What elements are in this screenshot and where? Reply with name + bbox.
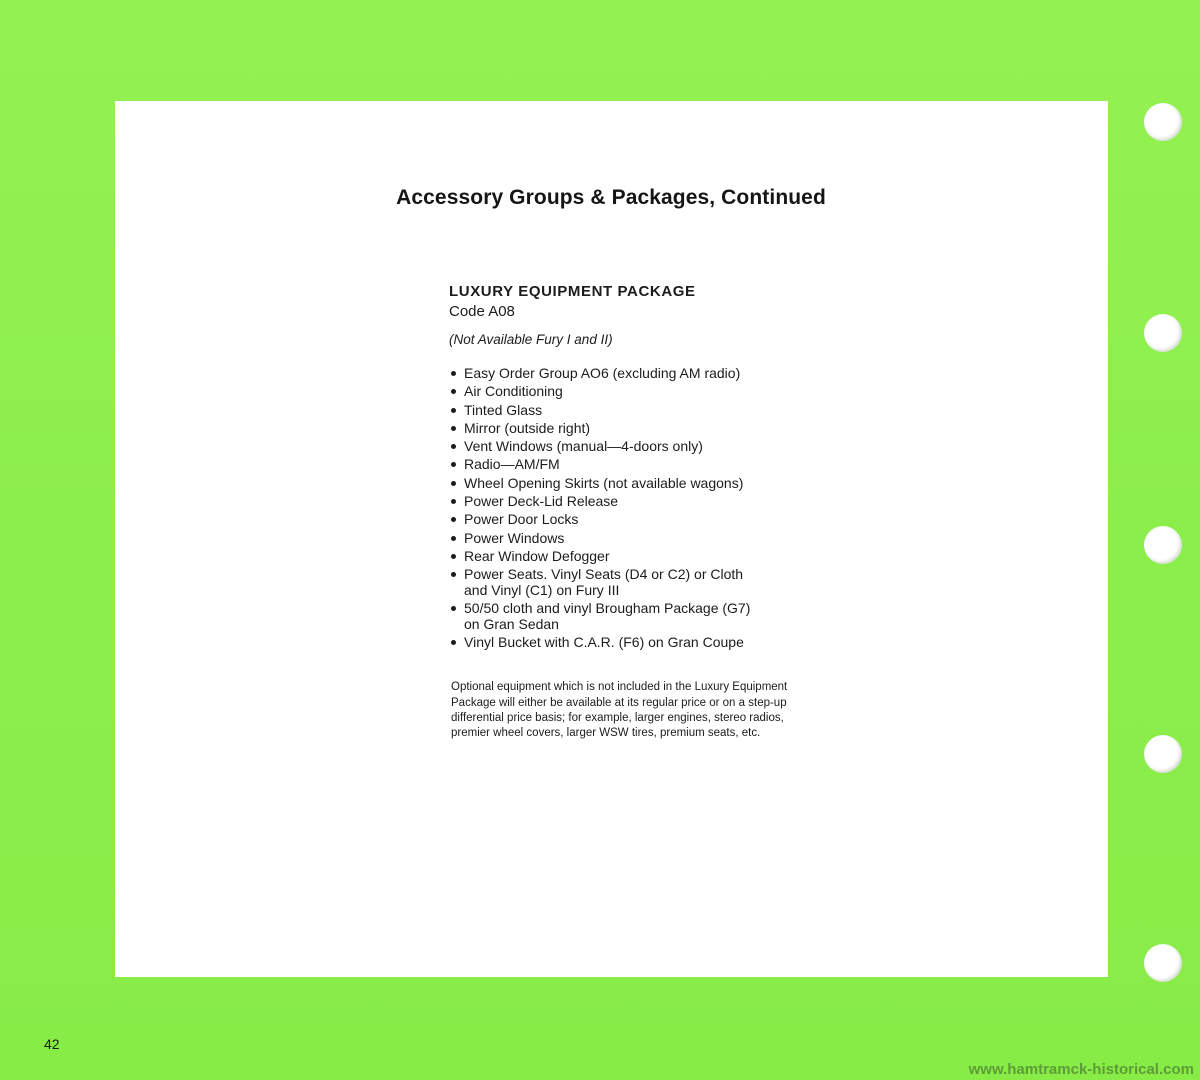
list-item	[449, 421, 829, 437]
page-heading: Accessory Groups & Packages, Continued	[396, 186, 826, 209]
list-item-text: Easy Order Group AO6 (excluding AM radio)	[464, 365, 741, 381]
list-item-text: Vinyl Bucket with C.A.R. (F6) on Gran Coupe	[464, 633, 744, 650]
list-item-text: Power Seats. Vinyl Seats (D4 or C2) or Cloth and Vinyl (C1) on Fury III	[464, 566, 744, 598]
list-item	[449, 457, 829, 473]
list-item-text: Power Door Locks	[464, 511, 579, 528]
bullet-icon	[451, 499, 456, 504]
bullet-icon	[451, 481, 456, 486]
package-section	[449, 282, 829, 742]
list-item-text: Power Windows	[464, 529, 565, 546]
bullet-icon	[451, 371, 456, 376]
package-footnote: Optional equipment which is not included in the Luxury Equipment Package will either be available at its regular price or on a step-up differential price basis; for example, larger engines, stereo radios, premier wheel covers, larger WSW tires, premium seats, etc.	[451, 681, 788, 740]
binder-hole	[1144, 735, 1182, 773]
list-item-text: Tinted Glass	[464, 401, 543, 418]
bullet-icon	[451, 517, 456, 522]
list-item-text: Mirror (outside right)	[464, 419, 591, 436]
binder-hole	[1144, 103, 1182, 141]
list-item-text: Rear Window Defogger	[464, 547, 610, 564]
list-item-text: Radio—AM/FM	[464, 456, 560, 473]
list-item	[449, 567, 829, 598]
bullet-icon	[451, 408, 456, 413]
binder-hole	[1144, 526, 1182, 564]
bullet-icon	[451, 462, 456, 467]
list-item	[449, 549, 829, 565]
bullet-icon	[451, 606, 456, 611]
list-item	[449, 384, 829, 400]
bullet-icon	[451, 572, 456, 577]
bullet-icon	[451, 536, 456, 541]
package-code: Code A08	[449, 303, 515, 320]
bullet-icon	[451, 389, 456, 394]
list-item-text: Vent Windows (manual—4-doors only)	[464, 438, 703, 455]
package-items-list	[449, 366, 829, 650]
list-item-text: Wheel Opening Skirts (not available wagons)	[464, 474, 744, 491]
source-watermark: www.hamtramck-historical.com	[968, 1061, 1194, 1078]
page-number: 42	[44, 1036, 60, 1052]
list-item	[449, 601, 829, 632]
list-item-text: 50/50 cloth and vinyl Brougham Package (G7) on Gran Sedan	[464, 600, 751, 632]
package-title: LUXURY EQUIPMENT PACKAGE	[449, 283, 696, 300]
list-item	[449, 439, 829, 455]
list-item	[449, 531, 829, 547]
list-item	[449, 512, 829, 528]
bullet-icon	[451, 426, 456, 431]
list-item-text: Power Deck-Lid Release	[464, 493, 619, 510]
list-item	[449, 635, 829, 651]
bullet-icon	[451, 640, 456, 645]
list-item	[449, 476, 829, 492]
bullet-icon	[451, 554, 456, 559]
binder-hole	[1144, 314, 1182, 352]
package-availability-note: (Not Available Fury I and II)	[449, 332, 613, 347]
list-item	[449, 403, 829, 419]
list-item	[449, 494, 829, 510]
list-item-text: Air Conditioning	[464, 383, 563, 400]
list-item	[449, 366, 829, 382]
bullet-icon	[451, 444, 456, 449]
binder-hole	[1144, 944, 1182, 982]
